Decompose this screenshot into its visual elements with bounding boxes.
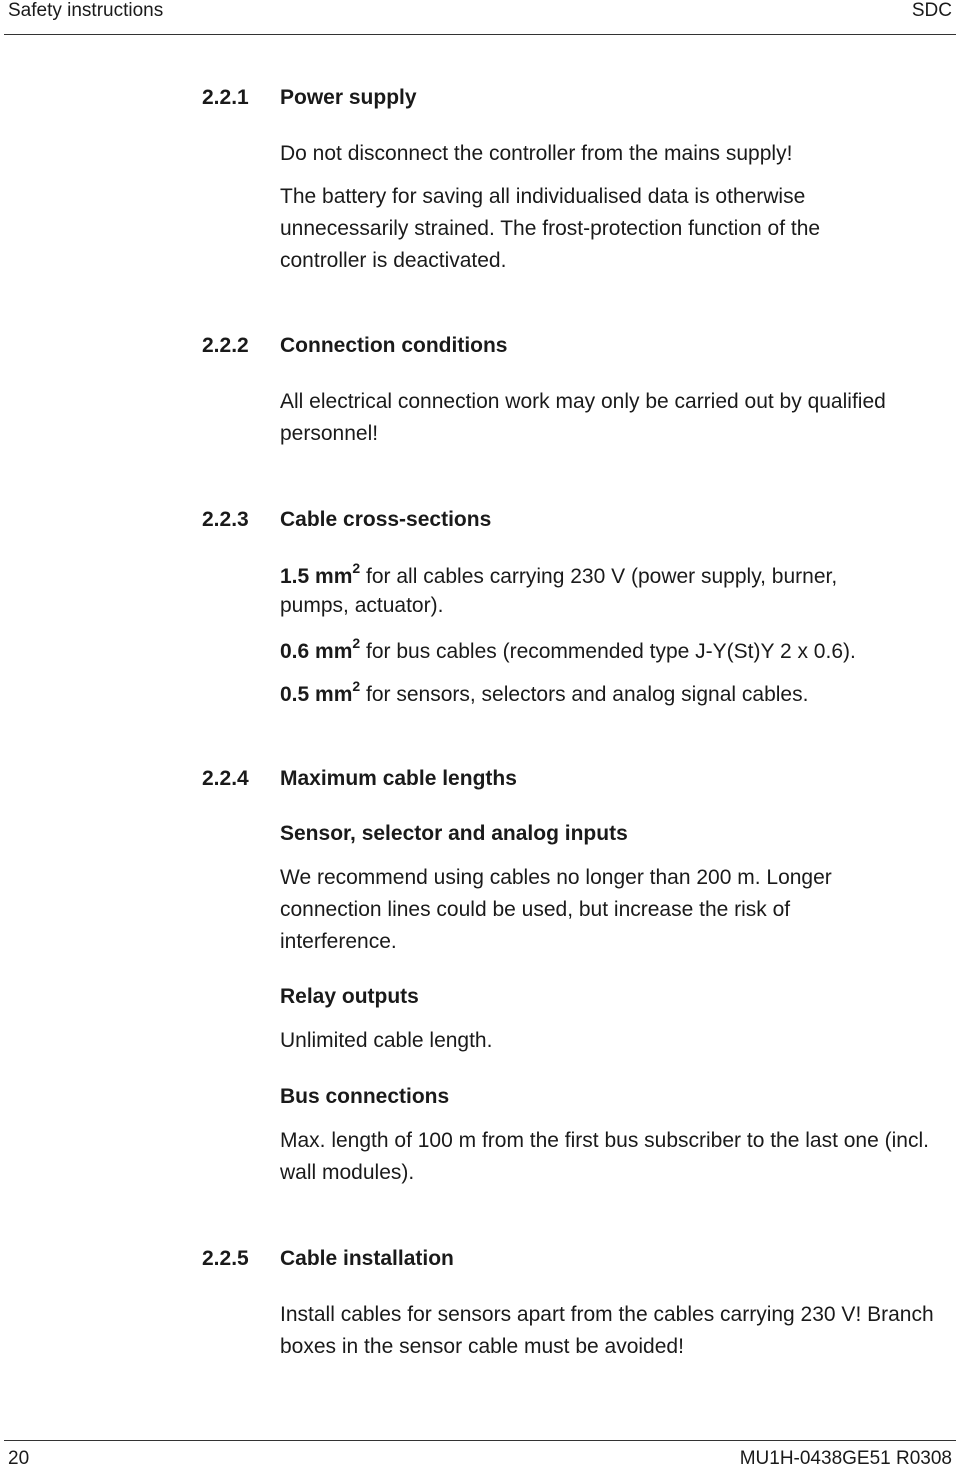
section-title-connection-conditions: Connection conditions [280,334,508,357]
header-divider [4,34,956,35]
subheading-sensor-inputs: Sensor, selector and analog inputs [280,822,628,845]
section-number-2-2-3: 2.2.3 [202,508,249,531]
section-number-2-2-1: 2.2.1 [202,86,249,109]
superscript: 2 [352,635,361,651]
cross-section-0-6 [280,637,856,664]
section-number-2-2-4: 2.2.4 [202,767,249,790]
cable-installation-paragraph: Install cables for sensors apart from the cables carrying 230 V! Branch boxes in the sensor cable must be avoided! [280,1303,934,1358]
running-header-title: Safety instructions [8,0,164,21]
section-title-cable-cross-sections: Cable cross-sections [280,508,492,531]
cross-section-1-5 [280,562,837,589]
section-number-2-2-5: 2.2.5 [202,1247,249,1270]
superscript: 2 [352,560,361,576]
running-header-product: SDC [911,0,952,21]
superscript: 2 [352,678,361,694]
page-number: 20 [8,1448,30,1469]
power-supply-warning: Do not disconnect the controller from the mains supply! [280,142,793,165]
section-title-power-supply: Power supply [280,86,417,109]
cross-section-1-5-cont: pumps, actuator). [280,594,444,617]
relay-outputs-paragraph: Unlimited cable length. [280,1029,493,1052]
cross-section-usage: for all cables carrying 230 V (power supply, burner, [360,565,838,588]
document-id: MU1H-0438GE51 R0308 [739,1448,952,1469]
section-title-cable-installation: Cable installation [280,1247,454,1270]
subheading-bus-connections: Bus connections [280,1085,450,1108]
cross-section-0-5 [280,680,808,707]
power-supply-paragraph: The battery for saving all individualised data is otherwise unnecessarily strained. The frost-protection function of the controller is deactivated. [280,185,821,272]
section-title-max-cable-lengths: Maximum cable lengths [280,767,517,790]
sensor-inputs-paragraph: We recommend using cables no longer than 200 m. Longer connection lines could be used, but increase the risk of interference. [280,866,832,953]
cross-section-size: 1.5 mm [280,565,353,588]
cross-section-usage: for sensors, selectors and analog signal cables. [360,683,809,706]
footer-divider [4,1440,956,1441]
cross-section-usage: for bus cables (recommended type J-Y(St)Y 2 x 0.6). [360,640,856,663]
bus-connections-paragraph: Max. length of 100 m from the first bus subscriber to the last one (incl. wall modules). [280,1129,929,1184]
connection-conditions-paragraph: All electrical connection work may only be carried out by qualified personnel! [280,390,886,445]
cross-section-size: 0.6 mm [280,640,353,663]
cross-section-size: 0.5 mm [280,683,353,706]
section-number-2-2-2: 2.2.2 [202,334,249,357]
subheading-relay-outputs: Relay outputs [280,985,419,1008]
